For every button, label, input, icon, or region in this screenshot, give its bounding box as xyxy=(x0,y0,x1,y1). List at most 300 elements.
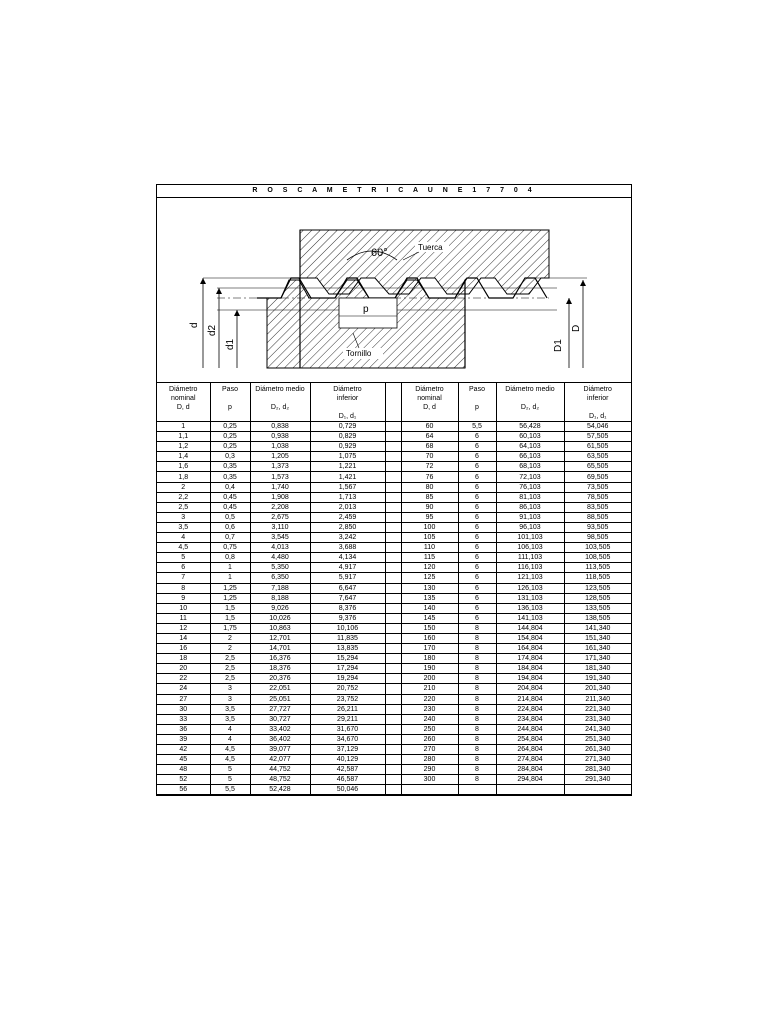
table-cell: 0,929 xyxy=(310,442,385,452)
table-cell: 4,5 xyxy=(210,755,250,765)
table-cell: 5,5 xyxy=(458,422,496,432)
table-cell: 25,051 xyxy=(250,694,310,704)
table-cell: 60 xyxy=(401,422,458,432)
dim-d-label: d xyxy=(189,322,200,328)
table-cell: 234,804 xyxy=(496,714,564,724)
table-cell: 33,402 xyxy=(250,724,310,734)
table-cell: 6 xyxy=(458,553,496,563)
table-cell: 138,505 xyxy=(564,613,631,623)
table-cell: 1 xyxy=(157,422,210,432)
table-cell: 80 xyxy=(401,482,458,492)
table-cell: 5,5 xyxy=(210,785,250,795)
table-cell: 1,221 xyxy=(310,462,385,472)
table-cell: 7,188 xyxy=(250,583,310,593)
table-row xyxy=(157,654,631,664)
table-cell: 140 xyxy=(401,603,458,613)
table-cell: 12 xyxy=(157,623,210,633)
table-cell: 39,077 xyxy=(250,745,310,755)
table-cell: 108,505 xyxy=(564,553,631,563)
table-cell: 44,752 xyxy=(250,765,310,775)
table-cell: 180 xyxy=(401,654,458,664)
table-cell: 2,850 xyxy=(310,522,385,532)
table-cell: 0,25 xyxy=(210,432,250,442)
table-cell: 250 xyxy=(401,724,458,734)
table-cell: 230 xyxy=(401,704,458,714)
table-cell xyxy=(458,785,496,795)
table-cell: 125 xyxy=(401,573,458,583)
table-cell: 8 xyxy=(458,664,496,674)
table-cell: 106,103 xyxy=(496,543,564,553)
table-row xyxy=(157,492,631,502)
table-cell: 190 xyxy=(401,664,458,674)
table-cell: 11 xyxy=(157,613,210,623)
table-cell: 76,103 xyxy=(496,482,564,492)
table-row xyxy=(157,573,631,583)
table-cell: 8 xyxy=(157,583,210,593)
table-cell: 3,5 xyxy=(210,714,250,724)
table-cell: 160 xyxy=(401,633,458,643)
nut-label: Tuerca xyxy=(418,243,443,252)
table-cell: 6,647 xyxy=(310,583,385,593)
table-cell: 113,505 xyxy=(564,563,631,573)
thread-profile-diagram xyxy=(157,198,631,383)
table-cell: 6 xyxy=(458,502,496,512)
table-cell: 42,587 xyxy=(310,765,385,775)
table-cell: 1,1 xyxy=(157,432,210,442)
table-row xyxy=(157,583,631,593)
table-cell: 6 xyxy=(458,603,496,613)
table-cell: 13,835 xyxy=(310,644,385,654)
table-cell: 1,25 xyxy=(210,593,250,603)
thread-profile-drawing xyxy=(157,198,631,382)
table-cell: 1,4 xyxy=(157,452,210,462)
table-cell: 6 xyxy=(458,432,496,442)
table-cell: 7 xyxy=(157,573,210,583)
table-cell: 254,804 xyxy=(496,734,564,744)
table-cell: 170 xyxy=(401,644,458,654)
table-cell: 1,2 xyxy=(157,442,210,452)
table-cell: 10,106 xyxy=(310,623,385,633)
table-cell: 3,688 xyxy=(310,543,385,553)
table-cell: 224,804 xyxy=(496,704,564,714)
table-cell: 54,046 xyxy=(564,422,631,432)
table-cell: 0,5 xyxy=(210,512,250,522)
table-row xyxy=(157,623,631,633)
table-cell: 33 xyxy=(157,714,210,724)
sheet-title: R O S C A M E T R I C A U N E 1 7 7 0 4 xyxy=(157,185,631,198)
table-gap-cell xyxy=(385,704,401,714)
table-cell: 2 xyxy=(210,644,250,654)
table-cell: 83,505 xyxy=(564,502,631,512)
table-row xyxy=(157,785,631,795)
table-cell: 8 xyxy=(458,745,496,755)
table-gap-cell xyxy=(385,462,401,472)
table-cell: 8 xyxy=(458,694,496,704)
table-cell: 66,103 xyxy=(496,452,564,462)
table-cell: 56 xyxy=(157,785,210,795)
table-row xyxy=(157,734,631,744)
table-cell: 6 xyxy=(458,492,496,502)
table-cell: 1 xyxy=(210,573,250,583)
table-cell: 4,917 xyxy=(310,563,385,573)
table-cell: 27,727 xyxy=(250,704,310,714)
table-cell: 20 xyxy=(157,664,210,674)
table-cell: 6 xyxy=(458,543,496,553)
table-gap-cell xyxy=(385,623,401,633)
table-gap-cell xyxy=(385,512,401,522)
table-cell: 2,459 xyxy=(310,512,385,522)
table-cell: 6 xyxy=(458,482,496,492)
table-cell: 244,804 xyxy=(496,724,564,734)
table-cell: 131,103 xyxy=(496,593,564,603)
table-gap-cell xyxy=(385,422,401,432)
table-row xyxy=(157,482,631,492)
table-row xyxy=(157,674,631,684)
table-cell: 40,129 xyxy=(310,755,385,765)
table-cell: 0,3 xyxy=(210,452,250,462)
table-row xyxy=(157,462,631,472)
table-cell: 4,5 xyxy=(210,745,250,755)
table-gap-cell xyxy=(385,684,401,694)
table-cell: 48 xyxy=(157,765,210,775)
table-gap-cell xyxy=(385,734,401,744)
table-cell: 4,134 xyxy=(310,553,385,563)
table-cell: 6 xyxy=(458,533,496,543)
table-cell: 8 xyxy=(458,734,496,744)
table-cell: 4 xyxy=(157,533,210,543)
table-cell: 181,340 xyxy=(564,664,631,674)
table-cell: 85 xyxy=(401,492,458,502)
table-cell: 141,103 xyxy=(496,613,564,623)
table-cell: 52,428 xyxy=(250,785,310,795)
table-cell: 101,103 xyxy=(496,533,564,543)
table-cell: 0,838 xyxy=(250,422,310,432)
table-row xyxy=(157,775,631,785)
table-cell: 264,804 xyxy=(496,745,564,755)
thread-table-sheet xyxy=(156,184,632,796)
table-cell: 39 xyxy=(157,734,210,744)
table-gap-cell xyxy=(385,593,401,603)
table-cell: 1,075 xyxy=(310,452,385,462)
table-cell: 241,340 xyxy=(564,724,631,734)
table-cell: 281,340 xyxy=(564,765,631,775)
table-cell: 161,340 xyxy=(564,644,631,654)
table-cell: 9 xyxy=(157,593,210,603)
table-cell: 1,567 xyxy=(310,482,385,492)
table-cell: 68 xyxy=(401,442,458,452)
table-cell: 70 xyxy=(401,452,458,462)
table-gap-cell xyxy=(385,745,401,755)
header-pitch-right: Paso p xyxy=(458,383,496,422)
table-gap-cell xyxy=(385,654,401,664)
table-cell: 144,804 xyxy=(496,623,564,633)
header-mean-right: Diámetro medio D₂, d₂ xyxy=(496,383,564,422)
table-row xyxy=(157,755,631,765)
table-cell: 3,242 xyxy=(310,533,385,543)
table-cell: 98,505 xyxy=(564,533,631,543)
table-cell: 121,103 xyxy=(496,573,564,583)
table-row xyxy=(157,502,631,512)
table-cell: 136,103 xyxy=(496,603,564,613)
table-cell: 12,701 xyxy=(250,633,310,643)
table-cell: 0,729 xyxy=(310,422,385,432)
table-cell: 10,026 xyxy=(250,613,310,623)
pitch-label: p xyxy=(363,304,369,315)
table-cell: 42 xyxy=(157,745,210,755)
table-cell: 270 xyxy=(401,745,458,755)
table-cell: 145 xyxy=(401,613,458,623)
table-row xyxy=(157,633,631,643)
table-cell: 0,35 xyxy=(210,472,250,482)
table-cell: 8 xyxy=(458,755,496,765)
table-gap xyxy=(385,383,401,422)
table-cell: 8 xyxy=(458,644,496,654)
table-cell: 24 xyxy=(157,684,210,694)
table-cell: 2,2 xyxy=(157,492,210,502)
table-row xyxy=(157,724,631,734)
table-cell xyxy=(564,785,631,795)
table-gap-cell xyxy=(385,563,401,573)
table-cell: 150 xyxy=(401,623,458,633)
table-cell: 271,340 xyxy=(564,755,631,765)
table-cell: 72,103 xyxy=(496,472,564,482)
table-cell: 251,340 xyxy=(564,734,631,744)
table-cell: 3,545 xyxy=(250,533,310,543)
screw-label: Tornillo xyxy=(346,349,372,358)
table-cell: 120 xyxy=(401,563,458,573)
table-row xyxy=(157,543,631,553)
table-cell: 14 xyxy=(157,633,210,643)
table-cell: 171,340 xyxy=(564,654,631,664)
table-cell: 48,752 xyxy=(250,775,310,785)
table-cell: 91,103 xyxy=(496,512,564,522)
table-row xyxy=(157,452,631,462)
table-gap-cell xyxy=(385,573,401,583)
table-cell: 8 xyxy=(458,674,496,684)
table-cell: 2,5 xyxy=(157,502,210,512)
table-gap-cell xyxy=(385,533,401,543)
table-cell: 221,340 xyxy=(564,704,631,714)
table-cell: 37,129 xyxy=(310,745,385,755)
table-cell: 240 xyxy=(401,714,458,724)
table-cell: 3 xyxy=(210,684,250,694)
table-cell: 10 xyxy=(157,603,210,613)
table-cell: 60,103 xyxy=(496,432,564,442)
table-cell: 211,340 xyxy=(564,694,631,704)
table-gap-cell xyxy=(385,765,401,775)
table-row xyxy=(157,694,631,704)
table-row xyxy=(157,603,631,613)
table-cell: 1,713 xyxy=(310,492,385,502)
table-cell: 6 xyxy=(458,452,496,462)
table-cell: 6 xyxy=(458,563,496,573)
table-cell: 5 xyxy=(210,775,250,785)
table-cell: 69,505 xyxy=(564,472,631,482)
table-gap-cell xyxy=(385,775,401,785)
table-cell: 6,350 xyxy=(250,573,310,583)
table-cell: 22,051 xyxy=(250,684,310,694)
dim-d1-label: d1 xyxy=(225,338,236,350)
table-cell: 5,350 xyxy=(250,563,310,573)
table-cell: 8,188 xyxy=(250,593,310,603)
table-header-row xyxy=(157,383,631,422)
table-cell: 220 xyxy=(401,694,458,704)
table-row xyxy=(157,593,631,603)
table-row xyxy=(157,765,631,775)
metric-thread-table xyxy=(157,383,631,795)
table-cell: 200 xyxy=(401,674,458,684)
table-cell: 1,205 xyxy=(250,452,310,462)
table-cell: 6 xyxy=(458,512,496,522)
table-cell: 8 xyxy=(458,633,496,643)
table-cell: 4,013 xyxy=(250,543,310,553)
table-cell: 0,7 xyxy=(210,533,250,543)
table-gap-cell xyxy=(385,432,401,442)
table-cell: 135 xyxy=(401,593,458,603)
table-cell: 141,340 xyxy=(564,623,631,633)
table-cell: 6 xyxy=(458,573,496,583)
table-cell: 111,103 xyxy=(496,553,564,563)
table-cell: 64 xyxy=(401,432,458,442)
table-cell: 3 xyxy=(157,512,210,522)
table-cell: 19,294 xyxy=(310,674,385,684)
table-cell: 4 xyxy=(210,724,250,734)
table-cell: 78,505 xyxy=(564,492,631,502)
table-cell: 0,829 xyxy=(310,432,385,442)
table-cell: 0,25 xyxy=(210,422,250,432)
table-cell: 110 xyxy=(401,543,458,553)
table-cell: 128,505 xyxy=(564,593,631,603)
table-cell: 0,45 xyxy=(210,502,250,512)
table-row xyxy=(157,745,631,755)
table-row xyxy=(157,664,631,674)
table-cell: 100 xyxy=(401,522,458,532)
table-cell: 76 xyxy=(401,472,458,482)
table-gap-cell xyxy=(385,492,401,502)
table-cell: 0,25 xyxy=(210,442,250,452)
table-cell: 8 xyxy=(458,684,496,694)
table-row xyxy=(157,522,631,532)
table-cell: 0,75 xyxy=(210,543,250,553)
table-cell: 36 xyxy=(157,724,210,734)
table-cell: 1,573 xyxy=(250,472,310,482)
table-cell: 81,103 xyxy=(496,492,564,502)
header-minor-right: Diámetro inferior D₁, d₁ xyxy=(564,383,631,422)
table-cell: 154,804 xyxy=(496,633,564,643)
table-cell: 72 xyxy=(401,462,458,472)
table-cell: 9,026 xyxy=(250,603,310,613)
table-gap-cell xyxy=(385,755,401,765)
table-cell: 73,505 xyxy=(564,482,631,492)
table-cell: 201,340 xyxy=(564,684,631,694)
header-nominal-left: Diámetro nominal D, d xyxy=(157,383,210,422)
table-cell: 5 xyxy=(157,553,210,563)
table-cell: 56,428 xyxy=(496,422,564,432)
table-cell: 14,701 xyxy=(250,644,310,654)
table-cell: 204,804 xyxy=(496,684,564,694)
table-cell: 31,670 xyxy=(310,724,385,734)
table-row xyxy=(157,533,631,543)
table-gap-cell xyxy=(385,664,401,674)
table-cell: 8,376 xyxy=(310,603,385,613)
table-cell: 68,103 xyxy=(496,462,564,472)
table-gap-cell xyxy=(385,644,401,654)
table-row xyxy=(157,422,631,432)
table-cell: 123,505 xyxy=(564,583,631,593)
table-cell: 214,804 xyxy=(496,694,564,704)
table-gap-cell xyxy=(385,694,401,704)
table-cell: 290 xyxy=(401,765,458,775)
table-cell: 11,835 xyxy=(310,633,385,643)
table-gap-cell xyxy=(385,633,401,643)
table-cell: 64,103 xyxy=(496,442,564,452)
table-cell: 2,675 xyxy=(250,512,310,522)
table-cell: 52 xyxy=(157,775,210,785)
dim-d2-label: d2 xyxy=(207,324,218,336)
table-cell: 2 xyxy=(210,633,250,643)
table-cell: 294,804 xyxy=(496,775,564,785)
table-cell: 20,376 xyxy=(250,674,310,684)
table-cell: 184,804 xyxy=(496,664,564,674)
table-gap-cell xyxy=(385,502,401,512)
header-mean-left: Diámetro medio D₂, d₂ xyxy=(250,383,310,422)
table-cell: 36,402 xyxy=(250,734,310,744)
table-cell: 4,5 xyxy=(157,543,210,553)
table-row xyxy=(157,644,631,654)
table-cell: 8 xyxy=(458,714,496,724)
table-cell: 57,505 xyxy=(564,432,631,442)
table-cell: 3,5 xyxy=(157,522,210,532)
table-cell: 194,804 xyxy=(496,674,564,684)
table-cell: 0,938 xyxy=(250,432,310,442)
table-cell: 6 xyxy=(458,462,496,472)
table-cell: 103,505 xyxy=(564,543,631,553)
table-row xyxy=(157,704,631,714)
table-cell: 115 xyxy=(401,553,458,563)
table-cell: 88,505 xyxy=(564,512,631,522)
table-cell: 2,013 xyxy=(310,502,385,512)
table-cell: 0,6 xyxy=(210,522,250,532)
table-cell: 46,587 xyxy=(310,775,385,785)
table-cell: 26,211 xyxy=(310,704,385,714)
table-cell: 29,211 xyxy=(310,714,385,724)
table-cell: 260 xyxy=(401,734,458,744)
table-cell: 1,038 xyxy=(250,442,310,452)
table-row xyxy=(157,684,631,694)
table-cell: 45 xyxy=(157,755,210,765)
table-cell: 2,5 xyxy=(210,664,250,674)
table-cell: 118,505 xyxy=(564,573,631,583)
header-nominal-right: Diámetro nominal D, d xyxy=(401,383,458,422)
table-cell: 191,340 xyxy=(564,674,631,684)
table-cell: 10,863 xyxy=(250,623,310,633)
table-cell: 5,917 xyxy=(310,573,385,583)
table-gap-cell xyxy=(385,442,401,452)
table-cell: 105 xyxy=(401,533,458,543)
table-cell: 126,103 xyxy=(496,583,564,593)
table-cell: 23,752 xyxy=(310,694,385,704)
table-cell: 164,804 xyxy=(496,644,564,654)
table-cell: 300 xyxy=(401,775,458,785)
table-gap-cell xyxy=(385,583,401,593)
dim-D1-label: D1 xyxy=(553,339,564,352)
table-gap-cell xyxy=(385,714,401,724)
table-cell: 2,5 xyxy=(210,654,250,664)
table-gap-cell xyxy=(385,543,401,553)
table-cell: 16 xyxy=(157,644,210,654)
angle-label: 60° xyxy=(371,247,388,259)
table-body xyxy=(157,422,631,795)
